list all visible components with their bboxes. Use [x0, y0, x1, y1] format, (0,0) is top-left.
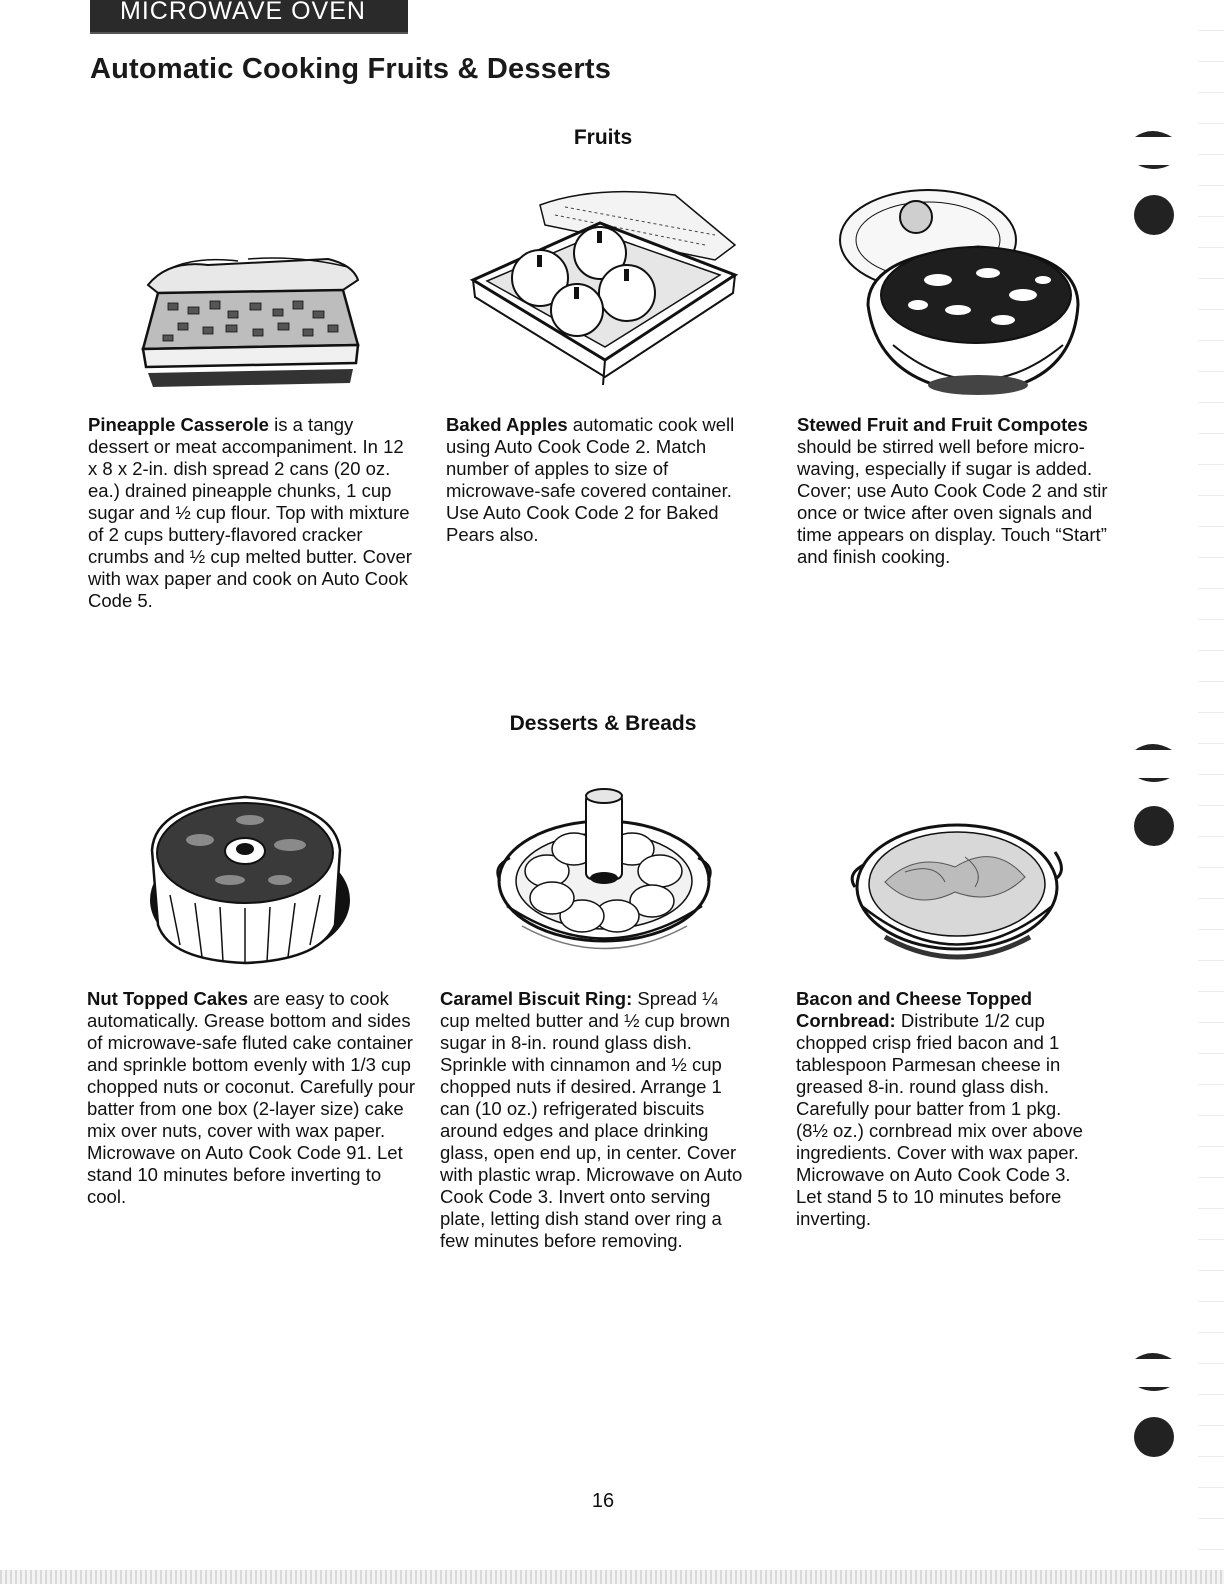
binder-hole-icon [1120, 125, 1190, 245]
recipe-stewed-fruit [797, 414, 1117, 568]
nut-topped-cake-illustration [140, 785, 355, 975]
recipe-bacon-cheese-cornbread [796, 988, 1096, 1230]
recipe-pineapple-casserole [88, 414, 418, 612]
section-banner: MICROWAVE OVEN [90, 0, 408, 34]
binder-hole-icon [1120, 1345, 1190, 1470]
pineapple-casserole-illustration [128, 245, 368, 390]
cornbread-illustration [845, 812, 1070, 977]
recipe-body: Spread ¼ cup melted butter and ½ cup brown sugar in 8-in. round glass dish. Sprinkle with cinnamon and ½ cup chopped nuts if desired. Arrange 1 can (10 oz.) refrigerated biscuits around edges and place drinking glass, open end up, in center. Cover with plastic wrap. Microwave on Auto Cook Code 3. Invert onto serving plate, letting dish stand over ring a few minutes before removing. [440, 988, 743, 1251]
recipe-title: Nut Topped Cakes [87, 988, 249, 1009]
scan-right-edge [1198, 0, 1224, 1584]
recipe-nut-topped-cakes [87, 988, 417, 1208]
recipe-baked-apples [446, 414, 756, 546]
recipe-caramel-biscuit-ring [440, 988, 750, 1252]
page-title: Automatic Cooking Fruits & Desserts [90, 53, 612, 85]
binder-hole-icon [1120, 738, 1190, 858]
recipe-body: automatic cook well using Auto Cook Code 2. Match number of apples to size of microwave-safe covered container. Use Auto Cook Code 2 for Baked Pears also. [446, 414, 735, 545]
recipe-body: should be stirred well before micro-waving, especially if sugar is added. Cover; use Auto Cook Code 2 and stir once or twice after oven signals and time appears on display. Touch “Start” and finish cooking. [797, 436, 1108, 567]
recipe-body: Distribute 1/2 cup chopped crisp fried bacon and 1 tablespoon Parmesan cheese in greased 8-in. round glass dish. Carefully pour batter from 1 pkg. (8½ oz.) cornbread mix over above ingredients. Cover with wax paper. Microwave on Auto Cook Code 3. Let stand 5 to 10 minutes before inverting. [796, 1010, 1083, 1229]
baked-apples-illustration [465, 185, 745, 385]
stewed-fruit-illustration [838, 185, 1088, 400]
recipe-title: Bacon and Cheese Topped Cornbread: [796, 988, 1033, 1031]
recipe-title: Stewed Fruit and Fruit Compotes [797, 414, 1088, 435]
caramel-biscuit-ring-illustration [492, 786, 717, 966]
recipe-title: Caramel Biscuit Ring: [440, 988, 633, 1009]
fruits-heading: Fruits [573, 126, 633, 149]
page-number: 16 [591, 1490, 615, 1512]
recipe-body: are easy to cook automatically. Grease bottom and sides of microwave-safe fluted cake container and sprinkle bottom evenly with 1/3 cup chopped nuts or coconut. Carefully pour batter from one box (2-layer size) cake mix over nuts, cover with wax paper. Microwave on Auto Cook Code 91. Let stand 10 minutes before inverting to cool. [87, 988, 416, 1207]
scan-bottom-edge [0, 1570, 1224, 1584]
recipe-title: Baked Apples [446, 414, 568, 435]
recipe-title: Pineapple Casserole [88, 414, 269, 435]
desserts-heading: Desserts & Breads [509, 712, 697, 735]
recipe-body: is a tangy dessert or meat accompaniment. In 12 x 8 x 2-in. dish spread 2 cans (20 oz. ea.) drained pineapple chunks, 1 cup sugar and ½ cup flour. Top with mixture of 2 cups buttery-flavored cracker crumbs and ½ cup melted butter. Cover with wax paper and cook on Auto Cook Code 5. [88, 414, 412, 611]
